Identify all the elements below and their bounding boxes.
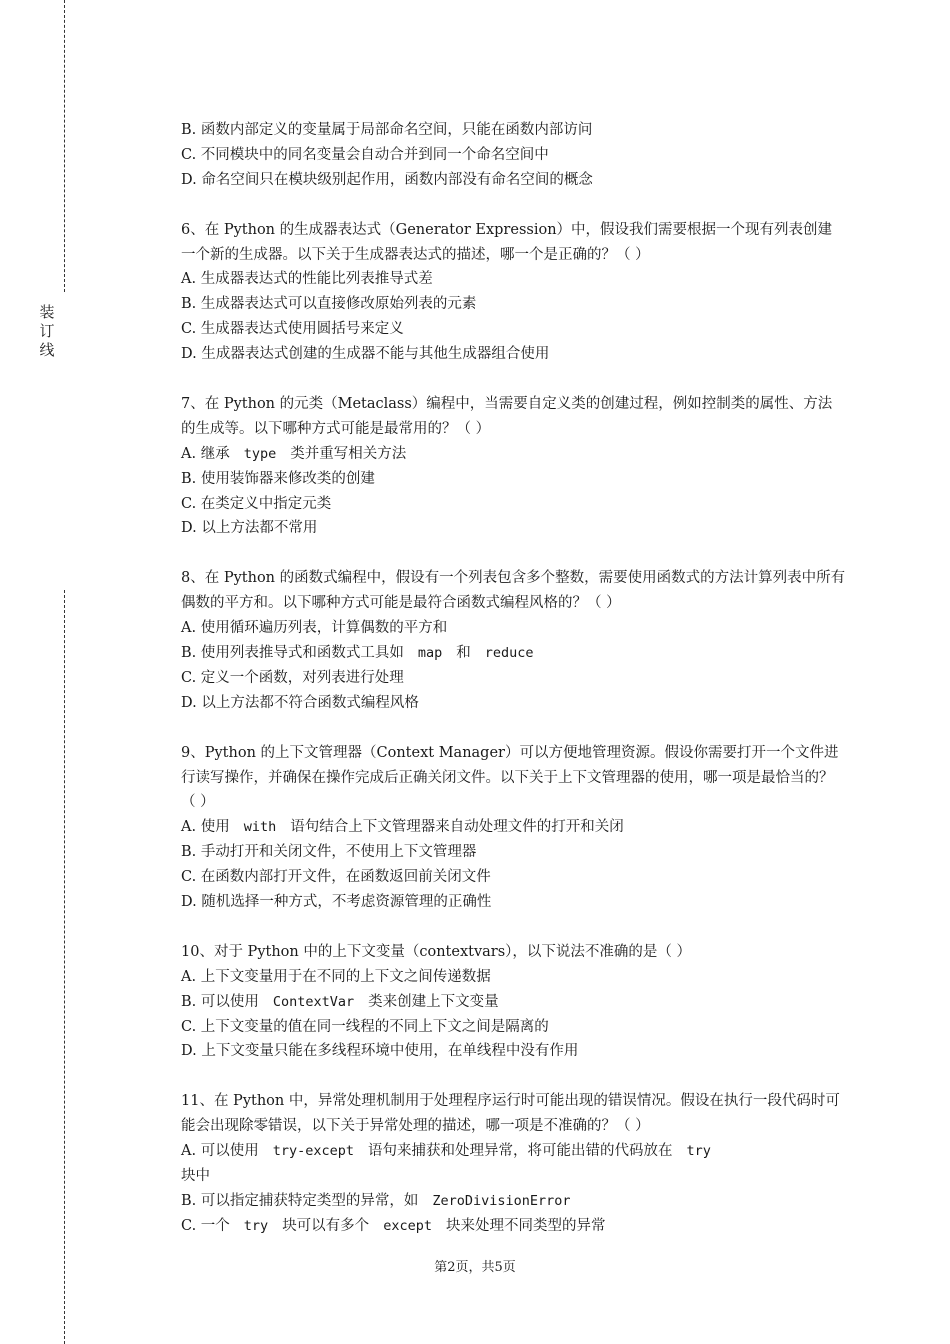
question-stem: 6、在 Python 的生成器表达式（Generator Expression）中，假设我们需要根据一个现有列表创建一个新的生成器。以下关于生成器表达式的描述，哪一个是正确的？（ ） bbox=[181, 221, 833, 263]
option-text: 类并重写相关方法 bbox=[290, 445, 407, 462]
question-gap bbox=[181, 193, 846, 218]
option-text: B. 函数内部定义的变量属于局部命名空间，只能在函数内部访问 bbox=[181, 122, 593, 138]
binding-label-char: 线 bbox=[39, 341, 55, 359]
option-text: A. 继承 bbox=[181, 445, 230, 462]
question-gap bbox=[181, 915, 846, 940]
code-token: reduce bbox=[484, 644, 534, 661]
answer-option bbox=[181, 492, 846, 517]
code-token: try bbox=[243, 1217, 269, 1234]
question-q7 bbox=[181, 392, 846, 541]
answer-option bbox=[181, 168, 846, 193]
answer-option bbox=[181, 467, 846, 492]
binding-label-char: 订 bbox=[39, 322, 55, 340]
code-token: try-except bbox=[272, 1143, 354, 1160]
answer-option bbox=[181, 118, 846, 143]
question-stem: 7、在 Python 的元类（Metaclass）编程中，当需要自定义类的创建过程，例如控制类的属性、方法的生成等。以下哪种方式可能是最常用的？（ ） bbox=[181, 395, 833, 437]
answer-option bbox=[181, 691, 846, 716]
code-token: ContextVar bbox=[272, 993, 355, 1010]
option-text: D. 命名空间只在模块级别起作用，函数内部没有命名空间的概念 bbox=[181, 171, 593, 188]
code-token: except bbox=[383, 1217, 432, 1234]
option-text: C. 在类定义中指定元类 bbox=[181, 495, 332, 512]
option-text: 块可以有多个 bbox=[282, 1217, 370, 1234]
binding-label bbox=[38, 303, 56, 360]
option-text: C. 定义一个函数，对列表进行处理 bbox=[181, 669, 404, 686]
code-token: ZeroDivisionError bbox=[432, 1192, 571, 1209]
option-text: B. 可以使用 bbox=[181, 993, 259, 1010]
answer-option bbox=[181, 890, 846, 915]
question-stem: 9、Python 的上下文管理器（Context Manager）可以方便地管理资源。假设你需要打开一个文件进行读写操作，并确保在操作完成后正确关闭文件。以下关于上下文管理器的使用，哪一项是最恰当的？（ ） bbox=[181, 744, 839, 811]
option-text: B. 使用列表推导式和函数式工具如 bbox=[181, 644, 404, 661]
answer-option bbox=[181, 641, 846, 666]
answer-option bbox=[181, 965, 846, 990]
answer-option bbox=[181, 442, 846, 467]
answer-option bbox=[181, 292, 846, 317]
answer-option bbox=[181, 990, 846, 1015]
question-q5 bbox=[181, 118, 846, 193]
option-text: D. 生成器表达式创建的生成器不能与其他生成器组合使用 bbox=[181, 346, 550, 363]
option-text: 语句来捕获和处理异常，将可能出错的代码放在 bbox=[367, 1143, 673, 1160]
option-text: A. 上下文变量用于在不同的上下文之间传递数据 bbox=[181, 968, 491, 985]
option-text: C. 一个 bbox=[181, 1217, 230, 1234]
answer-option bbox=[181, 616, 846, 641]
question-q11 bbox=[181, 1089, 846, 1238]
option-text: A. 可以使用 bbox=[181, 1143, 259, 1160]
question-stem: 11、在 Python 中，异常处理机制用于处理程序运行时可能出现的错误情况。假设在执行一段代码时可能会出现除零错误，以下关于异常处理的描述，哪一项是不准确的？（ ） bbox=[181, 1093, 840, 1135]
answer-option bbox=[181, 267, 846, 292]
option-text: 语句结合上下文管理器来自动处理文件的打开和关闭 bbox=[290, 819, 624, 836]
option-text: 类来创建上下文变量 bbox=[368, 993, 499, 1010]
question-gap bbox=[181, 716, 846, 741]
question-q8 bbox=[181, 566, 846, 715]
code-token: map bbox=[417, 644, 443, 661]
answer-option-continuation: 块中 bbox=[181, 1167, 210, 1184]
answer-option bbox=[181, 815, 846, 840]
answer-option bbox=[181, 1214, 846, 1239]
answer-option bbox=[181, 342, 846, 367]
option-text: C. 生成器表达式使用圆括号来定义 bbox=[181, 321, 404, 338]
answer-option bbox=[181, 1015, 846, 1040]
code-token: with bbox=[243, 819, 277, 836]
option-text: C. 上下文变量的值在同一线程的不同上下文之间是隔离的 bbox=[181, 1018, 549, 1035]
binding-label-char: 装 bbox=[39, 303, 55, 321]
code-token: type bbox=[243, 445, 277, 462]
option-text: C. 不同模块中的同名变量会自动合并到同一个命名空间中 bbox=[181, 146, 549, 163]
answer-option bbox=[181, 865, 846, 890]
question-gap bbox=[181, 367, 846, 392]
option-text: D. 以上方法都不常用 bbox=[181, 520, 318, 537]
option-text: B. 可以指定捕获特定类型的异常，如 bbox=[181, 1192, 419, 1209]
option-text: 和 bbox=[456, 644, 471, 661]
binding-line-bottom bbox=[64, 590, 65, 1344]
option-text: C. 在函数内部打开文件，在函数返回前关闭文件 bbox=[181, 869, 491, 886]
answer-option bbox=[181, 1039, 846, 1064]
answer-option bbox=[181, 1139, 846, 1164]
question-stem: 10、对于 Python 中的上下文变量（contextvars），以下说法不准确的是（ ） bbox=[181, 943, 692, 960]
question-gap bbox=[181, 541, 846, 566]
question-q9 bbox=[181, 741, 846, 915]
option-text: B. 使用装饰器来修改类的创建 bbox=[181, 470, 375, 487]
answer-option bbox=[181, 1189, 846, 1214]
option-text: D. 以上方法都不符合函数式编程风格 bbox=[181, 694, 419, 711]
option-text: 块来处理不同类型的异常 bbox=[445, 1217, 606, 1234]
question-q10 bbox=[181, 940, 846, 1065]
option-text: A. 生成器表达式的性能比列表推导式差 bbox=[181, 271, 433, 288]
option-text: A. 使用循环遍历列表，计算偶数的平方和 bbox=[181, 620, 448, 637]
answer-option bbox=[181, 143, 846, 168]
answer-option bbox=[181, 666, 846, 691]
option-text: D. 上下文变量只能在多线程环境中使用，在单线程中没有作用 bbox=[181, 1043, 579, 1060]
option-text: B. 手动打开和关闭文件，不使用上下文管理器 bbox=[181, 844, 477, 861]
answer-option bbox=[181, 317, 846, 342]
page-number: 第2页，共5页 bbox=[434, 1260, 516, 1275]
question-stem: 8、在 Python 的函数式编程中，假设有一个列表包含多个整数，需要使用函数式的方法计算列表中所有偶数的平方和。以下哪种方式可能是最符合函数式编程风格的？（ ） bbox=[181, 570, 846, 612]
option-text: A. 使用 bbox=[181, 819, 230, 836]
binding-line-top bbox=[64, 0, 65, 292]
question-q6 bbox=[181, 218, 846, 367]
answer-option bbox=[181, 516, 846, 541]
option-text: D. 随机选择一种方式，不考虑资源管理的正确性 bbox=[181, 894, 492, 911]
question-list bbox=[181, 118, 846, 1239]
question-gap bbox=[181, 1064, 846, 1089]
code-token: try bbox=[686, 1143, 711, 1160]
answer-option bbox=[181, 840, 846, 865]
option-text: B. 生成器表达式可以直接修改原始列表的元素 bbox=[181, 296, 477, 313]
